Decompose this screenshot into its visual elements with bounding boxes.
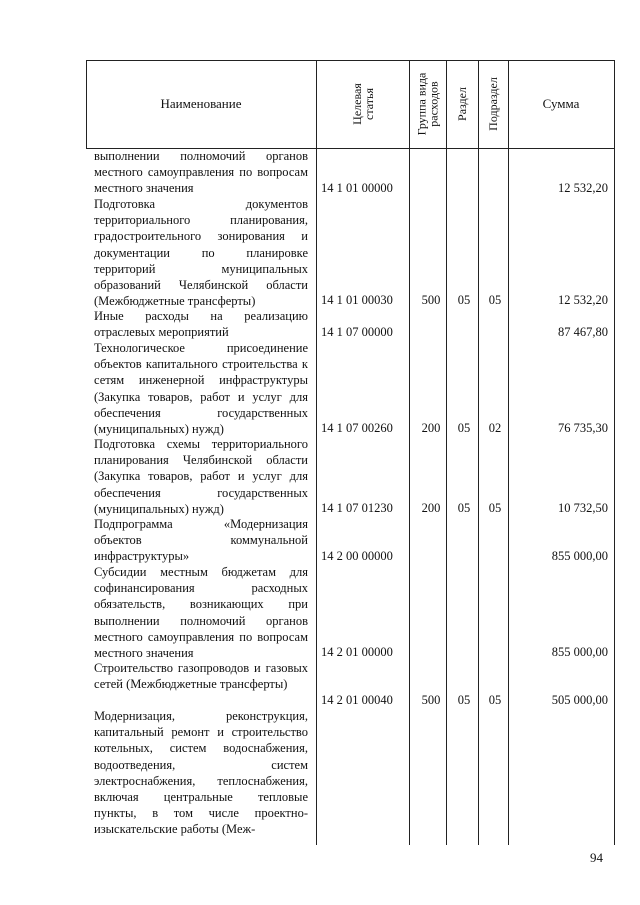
row-amount: 10 732,50: [558, 501, 608, 515]
row-section: 05: [457, 693, 471, 707]
row-code: 14 2 01 00000: [321, 645, 393, 659]
row-subsection: 02: [488, 421, 502, 435]
row-amount: 76 735,30: [558, 421, 608, 435]
subsection-column-divider: [508, 60, 509, 845]
page-number: 94: [590, 850, 603, 865]
row-code: 14 1 01 00030: [321, 293, 393, 307]
target-column-divider: [409, 60, 410, 845]
row-name: выполнении полномочий органов местного самоуправления по вопросам местного значения: [94, 149, 308, 196]
row-name: Подпрограмма «Модернизация объектов коммунальной инфраструктуры»: [94, 517, 308, 564]
row-amount: 87 467,80: [558, 325, 608, 339]
header-subsection: [478, 60, 508, 148]
row-group: 500: [421, 693, 441, 707]
row-name: Технологическое присоединение объектов капитального строительства к сетям инженерной инфраструктуры (Закупка товаров, работ и услуг для обеспечения государственных (муниципальных) нужд): [94, 341, 308, 437]
name-column-divider: [316, 60, 317, 845]
row-name: Строительство газопроводов и газовых сетей (Межбюджетные трансферты): [94, 661, 308, 692]
row-amount: 855 000,00: [551, 549, 608, 563]
row-code: 14 1 07 00000: [321, 325, 393, 339]
row-subsection: 05: [488, 501, 502, 515]
header-group-wrap: [416, 73, 440, 136]
header-group-line2: расходов: [426, 81, 441, 127]
header-subsection-text: Подраздел: [486, 77, 501, 131]
row-code: 14 1 07 01230: [321, 501, 393, 515]
row-amount: 12 532,20: [558, 181, 608, 195]
row-code: 14 1 07 00260: [321, 421, 393, 435]
section-column-divider: [478, 60, 479, 845]
row-name: Субсидии местным бюджетам для софинансирования расходных обязательств, возникающих при выполнении полномочий органов местного самоуправления по вопросам местного значения: [94, 565, 308, 661]
row-amount: 12 532,20: [558, 293, 608, 307]
row-group: 200: [421, 421, 441, 435]
row-section: 05: [457, 421, 471, 435]
table-right-border: [614, 60, 615, 845]
row-group: 500: [421, 293, 441, 307]
header-target: [316, 60, 409, 148]
row-section: 05: [457, 501, 471, 515]
row-name: Подготовка схемы территориального планирования Челябинской области (Закупка товаров, работ и услуг для обеспечения государственных (муниципальных) нужд): [94, 437, 308, 516]
header-target-text: Целевая статья: [349, 83, 376, 125]
row-name: Иные расходы на реализацию отраслевых мероприятий: [94, 309, 308, 340]
row-amount: 505 000,00: [551, 693, 608, 707]
header-group: [409, 60, 446, 148]
header-group-line1: Группа вида: [414, 72, 429, 136]
row-section: 05: [457, 293, 471, 307]
row-name: Подготовка документов территориального планирования, градостроительного зонирования и документации по планировке территорий муниципальных образований Челябинской области (Межбюджетные трансферты): [94, 197, 308, 309]
header-section: [446, 60, 478, 148]
header-section-text: Раздел: [455, 87, 470, 121]
group-column-divider: [446, 60, 447, 845]
row-name: Модернизация, реконструкция, капитальный ремонт и строительство котельных, систем водоснабжения, водоотведения, систем электроснабжения, теплоснабжения, включая центральные тепловые пункты, в том числе проектно-изыскательские работы (Меж-: [94, 709, 308, 837]
row-code: 14 2 00 00000: [321, 549, 393, 563]
row-subsection: 05: [488, 693, 502, 707]
header-name: Наименование: [160, 96, 242, 111]
header-sum: Сумма: [542, 96, 580, 111]
row-subsection: 05: [488, 293, 502, 307]
row-amount: 855 000,00: [551, 645, 608, 659]
row-code: 14 2 01 00040: [321, 693, 393, 707]
row-code: 14 1 01 00000: [321, 181, 393, 195]
row-group: 200: [421, 501, 441, 515]
